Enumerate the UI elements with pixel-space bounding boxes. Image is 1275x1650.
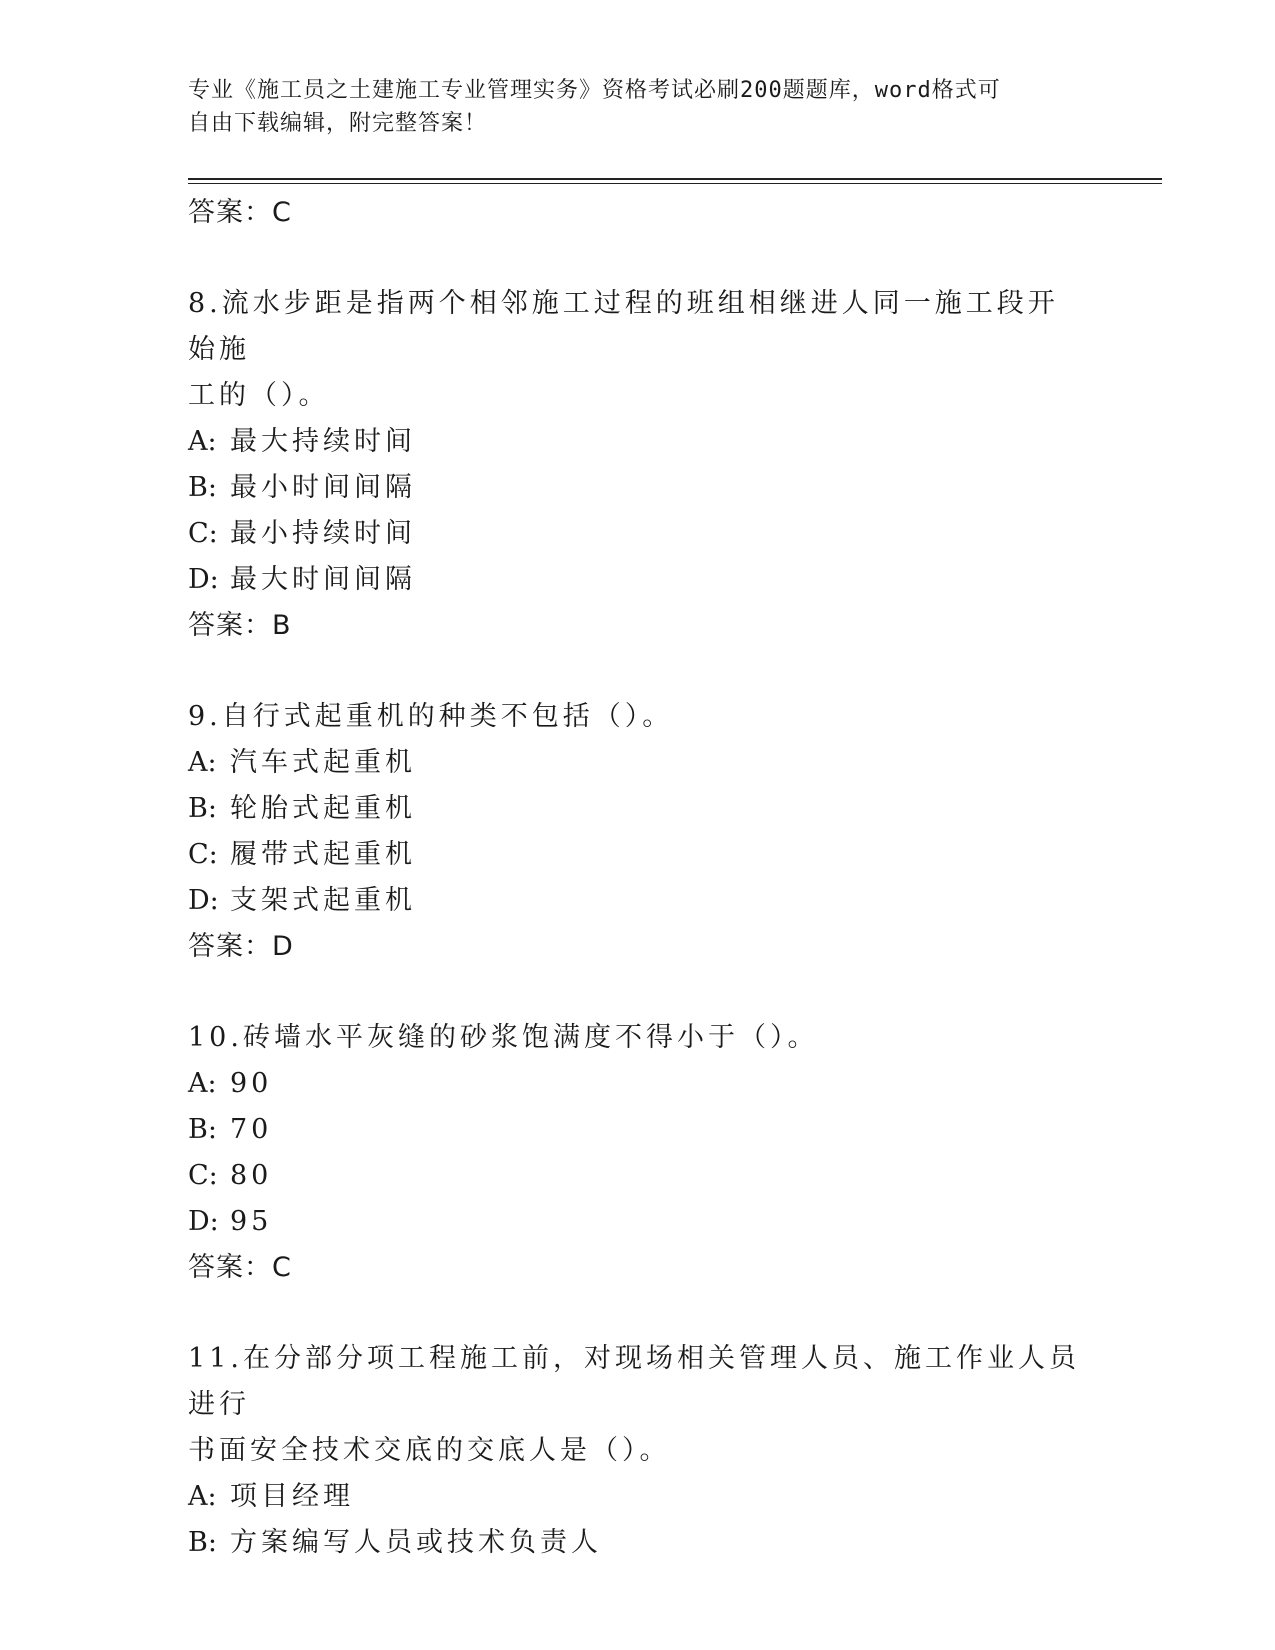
answer-prefix: 答案：: [188, 610, 272, 641]
option-label: D:: [188, 1206, 219, 1237]
header-line-1: 专业《施工员之土建施工专业管理实务》资格考试必刷200题题库，word格式可: [188, 78, 1001, 103]
option-label: A:: [188, 426, 217, 457]
answer-value: C: [272, 197, 292, 228]
question-stem-line: 书面安全技术交底的交底人是（）。: [188, 1435, 671, 1466]
option-text: 方案编写人员或技术负责人: [230, 1527, 602, 1558]
answer-prefix: 答案：: [188, 931, 272, 962]
option-label: B:: [188, 472, 217, 503]
answer-line: [188, 924, 1088, 970]
option-text: 70: [230, 1114, 273, 1145]
option-text: 最大持续时间: [230, 426, 416, 457]
option-label: B:: [188, 1527, 217, 1558]
question-stem-line: 10.砖墙水平灰缝的砂浆饱满度不得小于（）。: [188, 1022, 819, 1053]
option-text: 80: [230, 1160, 273, 1191]
option-a: [188, 419, 1088, 465]
answer-value: D: [272, 931, 294, 962]
option-label: B:: [188, 1114, 217, 1145]
option-label: C:: [188, 518, 218, 549]
option-b: [188, 786, 1088, 832]
answer-line: [188, 190, 1088, 236]
option-a: [188, 1061, 1088, 1107]
option-label: B:: [188, 793, 217, 824]
option-label: D:: [188, 885, 219, 916]
question-stem-line: 9.自行式起重机的种类不包括（）。: [188, 701, 674, 732]
option-text: 最小持续时间: [230, 518, 416, 549]
option-c: [188, 832, 1088, 878]
option-text: 最大时间间隔: [230, 564, 416, 595]
option-text: 汽车式起重机: [230, 747, 416, 778]
option-text: 项目经理: [230, 1481, 354, 1512]
option-text: 95: [230, 1206, 273, 1237]
option-text: 支架式起重机: [230, 885, 416, 916]
option-d: [188, 1199, 1088, 1245]
option-b: [188, 1107, 1088, 1153]
option-d: [188, 878, 1088, 924]
answer-line: [188, 1245, 1088, 1291]
header-line-2: 自由下载编辑，附完整答案！: [188, 111, 488, 136]
answer-line: [188, 603, 1088, 649]
question-block: [188, 281, 1088, 649]
option-text: 最小时间间隔: [230, 472, 416, 503]
answer-prefix: 答案：: [188, 1252, 272, 1283]
option-b: [188, 465, 1088, 511]
question-stem-line: 工的（）。: [188, 380, 330, 411]
option-b: [188, 1520, 1088, 1566]
question-stem-line: 8.流水步距是指两个相邻施工过程的班组相继进人同一施工段开始施: [188, 288, 1059, 365]
option-label: D:: [188, 564, 219, 595]
option-text: 轮胎式起重机: [230, 793, 416, 824]
answer-prefix: 答案：: [188, 197, 272, 228]
answer-value: C: [272, 1252, 292, 1283]
option-label: C:: [188, 1160, 218, 1191]
header-divider-thin: [188, 183, 1162, 184]
header-divider: [188, 178, 1162, 180]
question-block: [188, 1015, 1088, 1291]
option-a: [188, 1474, 1088, 1520]
option-label: A:: [188, 747, 217, 778]
page-header: [188, 74, 1068, 140]
option-d: [188, 557, 1088, 603]
option-label: A:: [188, 1068, 217, 1099]
option-text: 90: [230, 1068, 273, 1099]
question-block: [188, 1336, 1088, 1566]
option-c: [188, 1153, 1088, 1199]
question-block: [188, 694, 1088, 970]
option-text: 履带式起重机: [230, 839, 416, 870]
option-a: [188, 740, 1088, 786]
option-label: C:: [188, 839, 218, 870]
option-label: A:: [188, 1481, 217, 1512]
answer-value: B: [272, 610, 292, 641]
question-stem-line: 11.在分部分项工程施工前，对现场相关管理人员、施工作业人员进行: [188, 1343, 1080, 1420]
option-c: [188, 511, 1088, 557]
question-list: [188, 190, 1088, 1566]
